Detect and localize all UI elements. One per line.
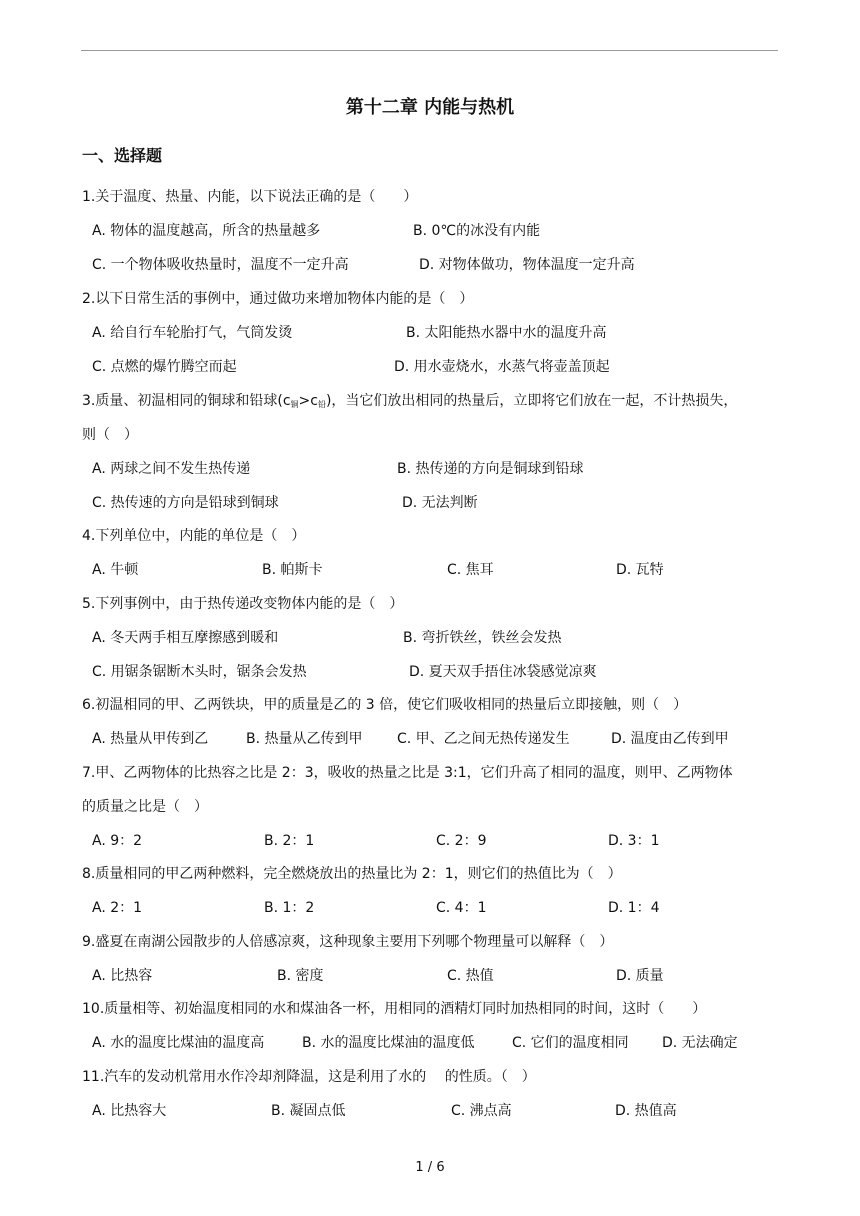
question-5-option-c: C. 用锯条锯断木头时，锯条会发热	[92, 664, 307, 680]
question-2-option-a: A. 给自行车轮胎打气，气筒发烫	[92, 325, 293, 341]
question-11-option-a: A. 比热容大	[92, 1103, 167, 1119]
question-1-option-d: D. 对物体做功，物体温度一定升高	[419, 257, 635, 273]
question-2-option-c: C. 点燃的爆竹腾空而起	[92, 359, 237, 375]
question-7-stem-continued: 的质量之比是（ ）	[82, 799, 208, 815]
question-9-stem: 9.盛夏在南湖公园散步的人倍感凉爽，这种现象主要用下列哪个物理量可以解释（ ）	[82, 934, 614, 950]
question-3-stem-continued: 则（ ）	[82, 427, 138, 443]
question-4-option-a: A. 牛顿	[92, 562, 139, 578]
question-4-stem: 4.下列单位中，内能的单位是（ ）	[82, 528, 306, 544]
question-3-option-d: D. 无法判断	[402, 495, 478, 511]
question-6-option-d: D. 温度由乙传到甲	[611, 731, 729, 747]
question-1-option-c: C. 一个物体吸收热量时，温度不一定升高	[92, 257, 349, 273]
question-3-stem: 3.质量、初温相同的铜球和铅球$(c_铜>c_铅)$，当它们放出相同的热量后，立即将它们放在一起，不计热损失，	[82, 393, 738, 409]
question-6-option-a: A. 热量从甲传到乙	[92, 731, 209, 747]
question-8-option-c: C. 4：1	[436, 900, 487, 916]
page-number: 1 / 6	[415, 1160, 445, 1175]
question-7-option-c: C. 2：9	[436, 833, 487, 849]
question-9-option-d: D. 质量	[616, 968, 664, 984]
question-7-option-a: A. 9：2	[92, 833, 143, 849]
section-heading: 一、选择题	[82, 146, 163, 165]
question-8-option-b: B. 1：2	[264, 900, 315, 916]
question-2-option-d: D. 用水壶烧水，水蒸气将壶盖顶起	[394, 359, 610, 375]
question-1-option-b: B. 0℃的冰没有内能	[413, 223, 541, 239]
question-7-option-d: D. 3：1	[608, 833, 660, 849]
question-4-option-c: C. 焦耳	[447, 562, 494, 578]
question-1-option-a: A. 物体的温度越高，所含的热量越多	[92, 223, 321, 239]
question-1-stem: 1.关于温度、热量、内能，以下说法正确的是（ ）	[82, 189, 418, 205]
question-11-option-c: C. 沸点高	[451, 1103, 512, 1119]
question-3-option-a: A. 两球之间不发生热传递	[92, 461, 251, 477]
question-5-stem: 5.下列事例中，由于热传递改变物体内能的是（ ）	[82, 596, 404, 612]
question-2-stem: 2.以下日常生活的事例中，通过做功来增加物体内能的是（ ）	[82, 291, 474, 307]
question-3-option-b: B. 热传递的方向是铜球到铅球	[397, 461, 584, 477]
question-10-option-a: A. 水的温度比煤油的温度高	[92, 1035, 265, 1051]
question-5-option-b: B. 弯折铁丝，铁丝会发热	[403, 630, 562, 646]
question-7-stem: 7.甲、乙两物体的比热容之比是 2：3，吸收的热量之比是 3:1，它们升高了相同的温度，则甲、乙两物体	[82, 765, 733, 781]
question-6-stem: 6.初温相同的甲、乙两铁块，甲的质量是乙的 3 倍，使它们吸收相同的热量后立即接触，则（ ）	[82, 697, 688, 713]
question-6-option-b: B. 热量从乙传到甲	[246, 731, 363, 747]
header-rule	[81, 50, 778, 51]
question-8-stem: 8.质量相同的甲乙两种燃料，完全燃烧放出的热量比为 2：1，则它们的热值比为（ ）	[82, 866, 622, 882]
question-4-option-b: B. 帕斯卡	[262, 562, 323, 578]
question-10-option-d: D. 无法确定	[662, 1035, 738, 1051]
question-9-option-b: B. 密度	[277, 968, 324, 984]
question-3-option-c: C. 热传速的方向是铅球到铜球	[92, 495, 279, 511]
question-5-option-d: D. 夏天双手捂住冰袋感觉凉爽	[409, 664, 597, 680]
question-2-option-b: B. 太阳能热水器中水的温度升高	[406, 325, 607, 341]
question-11-option-d: D. 热值高	[615, 1103, 677, 1119]
question-10-option-c: C. 它们的温度相同	[512, 1035, 629, 1051]
question-5-option-a: A. 冬天两手相互摩擦感到暖和	[92, 630, 279, 646]
question-11-stem: 11.汽车的发动机常用水作冷却剂降温，这是利用了水的 的性质。（ ）	[82, 1069, 536, 1085]
question-11-option-b: B. 凝固点低	[271, 1103, 346, 1119]
question-7-option-b: B. 2：1	[264, 833, 315, 849]
question-10-option-b: B. 水的温度比煤油的温度低	[302, 1035, 475, 1051]
question-6-option-c: C. 甲、乙之间无热传递发生	[397, 731, 570, 747]
question-9-option-a: A. 比热容	[92, 968, 153, 984]
question-9-option-c: C. 热值	[447, 968, 494, 984]
page-title: 第十二章 内能与热机	[345, 97, 515, 118]
question-4-option-d: D. 瓦特	[616, 562, 664, 578]
question-8-option-d: D. 1：4	[608, 900, 660, 916]
question-8-option-a: A. 2：1	[92, 900, 143, 916]
question-10-stem: 10.质量相等、初始温度相同的水和煤油各一杯，用相同的酒精灯同时加热相同的时间，这时（ ）	[82, 1001, 707, 1017]
